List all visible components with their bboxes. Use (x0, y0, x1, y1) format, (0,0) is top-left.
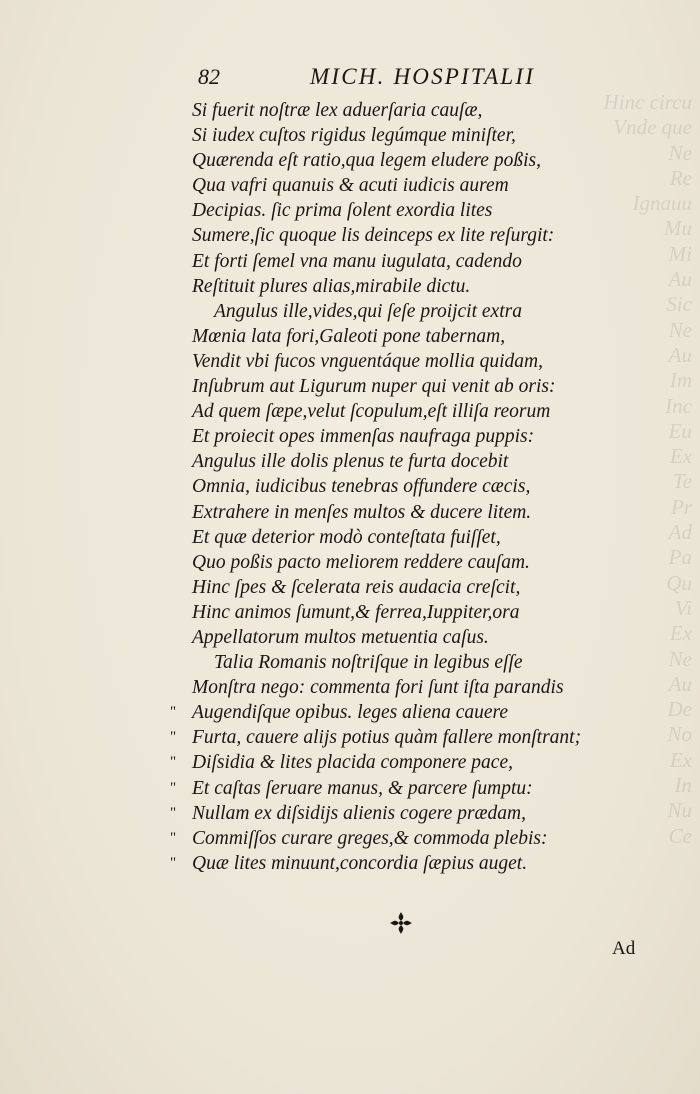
verse-text: Si iudex cuſtos rigidus legúmque miniſter, (192, 125, 516, 147)
verse-line (160, 474, 620, 499)
quotation-mark: " (170, 804, 177, 821)
verse-line (160, 625, 620, 650)
verse-text: Furta, cauere alijs potius quàm fallere monſtrant; (192, 727, 582, 749)
verse-text: Quæ lites minuunt,concordia ſæpius auget. (192, 852, 528, 874)
verse-text: Si fuerit noſtræ lex aduerſaria cauſæ, (192, 100, 483, 121)
quotation-mark: " (170, 704, 177, 721)
verse-text: Vendit vbi fucos vnguentáque mollia quidam, (192, 350, 543, 372)
verse-line (160, 223, 620, 248)
verse-text: Commiſſos curare greges,& commoda plebis: (192, 827, 548, 849)
verse-text: Decipias. ſic prima ſolent exordia lites (192, 200, 493, 222)
running-title: MICH. HOSPITALII (310, 64, 536, 89)
verse-line (160, 198, 620, 223)
verse-line (160, 449, 620, 474)
verse-text: Monſtra nego: commenta fori ſunt iſta parandis (192, 677, 564, 699)
catchword: Ad (612, 938, 636, 959)
verse-line (160, 349, 620, 374)
quotation-mark: " (170, 779, 177, 796)
verse-text: Hinc animos ſumunt,& ferrea,Iuppiter,ora (192, 601, 520, 623)
verse-line (160, 274, 620, 299)
quotation-mark: " (170, 754, 177, 771)
verse-line (160, 650, 620, 675)
verse-line (160, 148, 620, 173)
verse-text: Extrahere in menſes multos & ducere litem. (192, 501, 532, 523)
verse-line (160, 424, 620, 449)
verse-line (160, 750, 620, 775)
verse-line (160, 374, 620, 399)
verse-line (160, 525, 620, 550)
verse-line (160, 399, 620, 424)
verse-text: Et quæ deterior modò conteſtata fuiſſet, (192, 526, 501, 548)
verse-block (160, 98, 620, 876)
verse-text: Nullam ex diſsidijs alienis cogere prædam, (192, 802, 527, 824)
verse-text: Et forti ſemel vna manu iugulata, cadendo (192, 250, 522, 272)
verse-text: Augendiſque opibus. leges aliena cauere (192, 702, 509, 724)
verse-text: Reſtituit plures alias,mirabile dictu. (192, 275, 471, 297)
verse-text: Quærenda eſt ratio,qua legem eludere poßis, (192, 150, 541, 172)
quotation-mark: " (170, 729, 177, 746)
verse-text: Et proiecit opes immenſas naufraga puppis: (192, 426, 535, 448)
verse-line (160, 600, 620, 625)
quotation-mark: " (170, 854, 177, 871)
verse-line (160, 550, 620, 575)
verse-line (160, 801, 620, 826)
verse-line (160, 98, 620, 123)
verse-line (160, 851, 620, 876)
verse-text: Hinc ſpes & ſcelerata reis audacia creſcit, (192, 576, 521, 598)
verse-line (160, 675, 620, 700)
verse-line (160, 725, 620, 750)
verse-line (160, 700, 620, 725)
verse-line (160, 249, 620, 274)
verse-text: Appellatorum multos metuentia caſus. (192, 626, 489, 648)
verse-text: Mœnia lata fori,Galeoti pone tabernam, (192, 325, 506, 347)
verse-text: Sumere,ſic quoque lis deinceps ex lite reſurgit: (192, 225, 555, 247)
verse-text: Quo poßis pacto meliorem reddere cauſam. (192, 551, 530, 573)
verse-text: Diſsidia & lites placida componere pace, (192, 752, 513, 774)
verse-line (160, 299, 620, 324)
verse-text: Et caſtas ſeruare manus, & parcere ſumptu: (192, 777, 533, 799)
verse-line (160, 324, 620, 349)
verse-line (160, 173, 620, 198)
verse-text: Omnia, iudicibus tenebras offundere cæcis, (192, 476, 531, 498)
verse-text: Qua vafri quanuis & acuti iudicis aurem (192, 175, 509, 197)
page-header (198, 64, 578, 96)
fleuron-ornament-icon (388, 910, 414, 936)
verse-line (160, 826, 620, 851)
verse-text: Ad quem ſæpe,velut ſcopulum,eſt illiſa reorum (192, 401, 551, 423)
verse-line (160, 575, 620, 600)
verse-text: Inſubrum aut Ligurum nuper qui venit ab oris: (192, 376, 556, 398)
verse-text: Angulus ille dolis plenus te furta docebit (192, 451, 509, 473)
verse-text: Talia Romanis noſtriſque in legibus eſſe (214, 652, 523, 674)
verse-line (160, 776, 620, 801)
page-number: 82 (198, 64, 220, 89)
quotation-mark: " (170, 829, 177, 846)
verse-line (160, 123, 620, 148)
bleed-through-text: Hinc circu Vnde que Ne Re Ignauu Mu Mi Au Sic Ne Au Im Inc Eu Ex Te Pr Ad Pa Qu Vi Ex Ne Au De No Ex In Nu Ce (603, 90, 692, 848)
verse-text: Angulus ille,vides,qui ſeſe proijcit extra (214, 300, 522, 322)
verse-line (160, 500, 620, 525)
